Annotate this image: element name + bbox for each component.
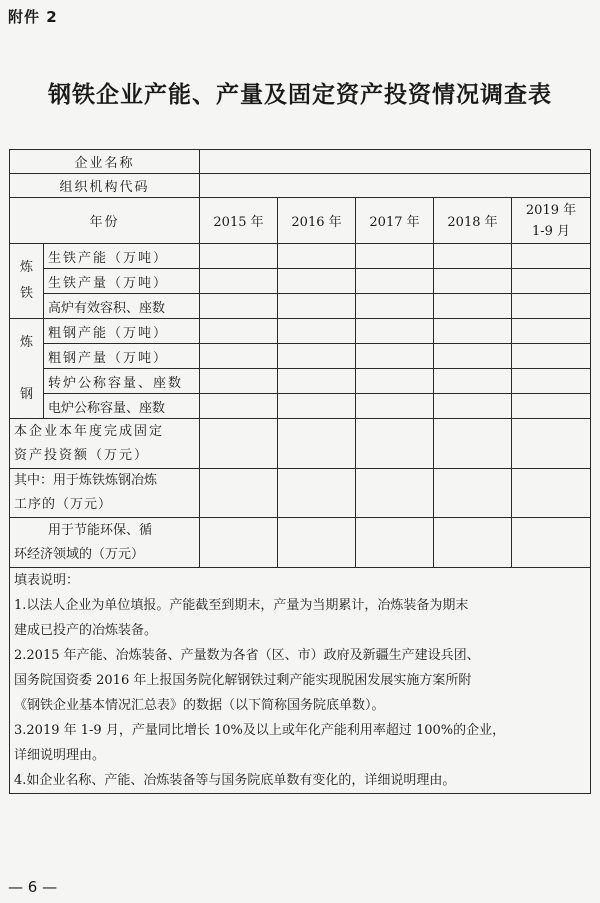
data-cell[interactable] bbox=[434, 469, 512, 518]
steel-row-label: 粗钢产量（万吨） bbox=[44, 344, 200, 369]
data-cell[interactable] bbox=[278, 344, 356, 369]
note-1a: 1.以法人企业为单位填报。产能截至到期末，产量为当期累计，冶炼装备为期末 bbox=[14, 598, 469, 613]
data-cell[interactable] bbox=[200, 269, 278, 294]
table-row bbox=[10, 294, 591, 319]
year-2016: 2016 年 bbox=[278, 198, 356, 244]
data-cell[interactable] bbox=[200, 518, 278, 568]
steel-group-label bbox=[10, 319, 44, 419]
note-2c: 《钢铁企业基本情况汇总表》的数据（以下简称国务院底单数）。 bbox=[14, 698, 385, 713]
data-cell[interactable] bbox=[434, 369, 512, 394]
attachment-label: 附件 2 bbox=[8, 8, 58, 26]
data-cell[interactable] bbox=[512, 319, 591, 344]
year-label: 年份 bbox=[10, 198, 200, 244]
page-number: — 6 — bbox=[8, 878, 58, 896]
iron-group-char1: 炼 bbox=[19, 260, 33, 275]
iron-group-label bbox=[10, 244, 44, 319]
year-header-row bbox=[10, 198, 591, 244]
data-cell[interactable] bbox=[434, 344, 512, 369]
table-row bbox=[10, 269, 591, 294]
year-2019 bbox=[512, 198, 591, 244]
data-cell[interactable] bbox=[512, 419, 591, 469]
company-name-row bbox=[10, 150, 591, 174]
data-cell[interactable] bbox=[434, 319, 512, 344]
org-code-row bbox=[10, 174, 591, 198]
table-row bbox=[10, 369, 591, 394]
data-cell[interactable] bbox=[512, 469, 591, 518]
data-cell[interactable] bbox=[278, 369, 356, 394]
data-cell[interactable] bbox=[512, 394, 591, 419]
org-code-label: 组织机构代码 bbox=[10, 174, 200, 198]
notes-block bbox=[10, 568, 591, 794]
note-4: 4.如企业名称、产能、冶炼装备等与国务院底单数有变化的，详细说明理由。 bbox=[14, 773, 456, 788]
year-2019-line2: 1-9 月 bbox=[531, 223, 571, 239]
table-row bbox=[10, 518, 591, 568]
table-row bbox=[10, 319, 591, 344]
data-cell[interactable] bbox=[200, 244, 278, 269]
company-name-label: 企业名称 bbox=[10, 150, 200, 174]
company-name-field[interactable] bbox=[200, 150, 591, 174]
year-2019-line1: 2019 年 bbox=[525, 202, 577, 218]
data-cell[interactable] bbox=[512, 344, 591, 369]
table-row bbox=[10, 469, 591, 518]
data-cell[interactable] bbox=[278, 294, 356, 319]
data-cell[interactable] bbox=[434, 244, 512, 269]
data-cell[interactable] bbox=[434, 269, 512, 294]
data-cell[interactable] bbox=[200, 394, 278, 419]
survey-table bbox=[9, 149, 591, 794]
data-cell[interactable] bbox=[278, 269, 356, 294]
data-cell[interactable] bbox=[278, 319, 356, 344]
notes-row bbox=[10, 568, 591, 794]
data-cell[interactable] bbox=[356, 319, 434, 344]
notes-heading: 填表说明： bbox=[14, 573, 80, 588]
data-cell[interactable] bbox=[278, 518, 356, 568]
steel-group-char2: 钢 bbox=[19, 386, 33, 402]
steel-group-char1: 炼 bbox=[19, 334, 33, 350]
note-3b: 详细说明理由。 bbox=[14, 748, 106, 763]
year-2018: 2018 年 bbox=[434, 198, 512, 244]
data-cell[interactable] bbox=[200, 319, 278, 344]
table-row bbox=[10, 244, 591, 269]
energy-label-line1: 用于节能环保、循 bbox=[48, 522, 153, 538]
data-cell[interactable] bbox=[278, 469, 356, 518]
data-cell[interactable] bbox=[434, 294, 512, 319]
note-2b: 国务院国资委 2016 年上报国务院化解钢铁过剩产能实现脱困发展实施方案所附 bbox=[14, 673, 472, 688]
table-row bbox=[10, 344, 591, 369]
smelting-label bbox=[10, 469, 200, 518]
data-cell[interactable] bbox=[356, 294, 434, 319]
smelting-label-line1: 其中：用于炼铁炼钢冶炼 bbox=[14, 473, 158, 488]
energy-label-line2: 环经济领域的（万元） bbox=[14, 546, 145, 562]
data-cell[interactable] bbox=[512, 244, 591, 269]
table-row bbox=[10, 394, 591, 419]
data-cell[interactable] bbox=[200, 344, 278, 369]
data-cell[interactable] bbox=[356, 518, 434, 568]
data-cell[interactable] bbox=[434, 518, 512, 568]
data-cell[interactable] bbox=[200, 419, 278, 469]
page-title: 钢铁企业产能、产量及固定资产投资情况调查表 bbox=[48, 82, 552, 108]
iron-row-label: 生铁产量（万吨） bbox=[44, 269, 200, 294]
smelting-label-line2: 工序的（万元） bbox=[14, 497, 113, 512]
investment-label bbox=[10, 419, 200, 469]
note-3a: 3.2019 年 1-9 月，产量同比增长 10%及以上或年化产能利用率超过 100%的企业， bbox=[14, 723, 506, 738]
iron-row-label: 生铁产能（万吨） bbox=[44, 244, 200, 269]
iron-row-label: 高炉有效容积、座数 bbox=[44, 294, 200, 319]
data-cell[interactable] bbox=[356, 419, 434, 469]
investment-label-line1: 本企业本年度完成固定 bbox=[14, 423, 165, 439]
data-cell[interactable] bbox=[356, 394, 434, 419]
energy-label bbox=[10, 518, 200, 568]
note-1b: 建成已投产的冶炼装备。 bbox=[14, 623, 158, 638]
year-2017: 2017 年 bbox=[356, 198, 434, 244]
data-cell[interactable] bbox=[278, 419, 356, 469]
data-cell[interactable] bbox=[200, 294, 278, 319]
steel-row-label: 电炉公称容量、座数 bbox=[44, 394, 200, 419]
data-cell[interactable] bbox=[278, 394, 356, 419]
data-cell[interactable] bbox=[200, 469, 278, 518]
data-cell[interactable] bbox=[356, 369, 434, 394]
note-2a: 2.2015 年产能、冶炼装备、产量数为各省（区、市）政府及新疆生产建设兵团、 bbox=[14, 648, 480, 663]
data-cell[interactable] bbox=[356, 244, 434, 269]
data-cell[interactable] bbox=[356, 469, 434, 518]
data-cell[interactable] bbox=[512, 269, 591, 294]
org-code-field[interactable] bbox=[200, 174, 591, 198]
data-cell[interactable] bbox=[278, 244, 356, 269]
steel-row-label: 粗钢产能（万吨） bbox=[44, 319, 200, 344]
data-cell[interactable] bbox=[512, 518, 591, 568]
steel-row-label: 转炉公称容量、座数 bbox=[44, 369, 200, 394]
investment-label-line2: 资产投资额（万元） bbox=[14, 447, 150, 463]
data-cell[interactable] bbox=[512, 294, 591, 319]
data-cell[interactable] bbox=[434, 419, 512, 469]
data-cell[interactable] bbox=[434, 394, 512, 419]
data-cell[interactable] bbox=[356, 344, 434, 369]
table-row bbox=[10, 419, 591, 469]
year-2015: 2015 年 bbox=[200, 198, 278, 244]
data-cell[interactable] bbox=[200, 369, 278, 394]
iron-group-char2: 铁 bbox=[19, 286, 33, 301]
data-cell[interactable] bbox=[512, 369, 591, 394]
data-cell[interactable] bbox=[356, 269, 434, 294]
